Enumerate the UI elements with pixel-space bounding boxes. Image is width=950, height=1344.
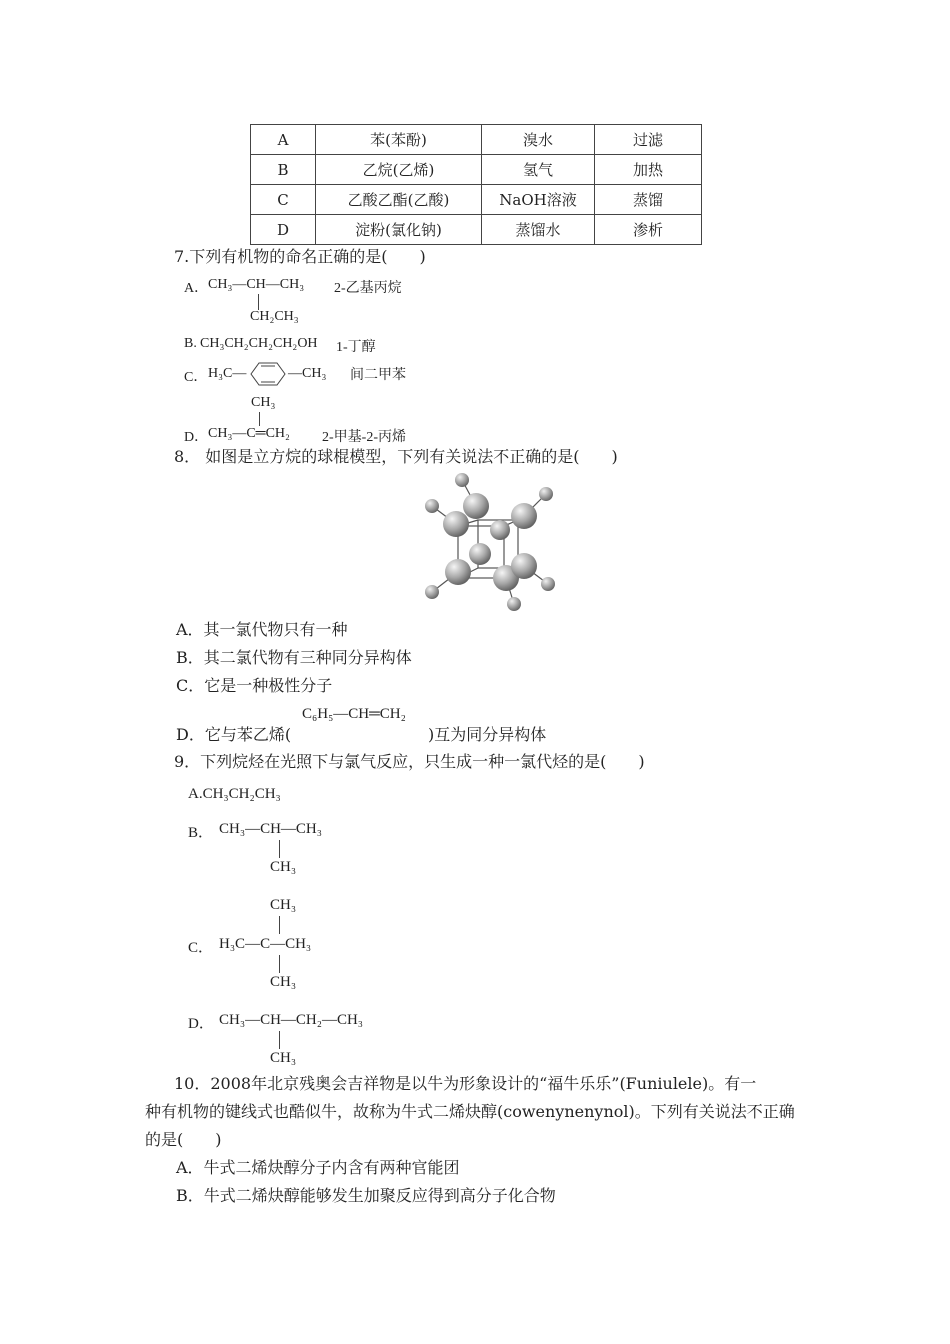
table-cell: 加热 — [595, 155, 702, 185]
q9-option-c-top: CH₃ — [270, 897, 297, 913]
q8-option-c: C．它是一种极性分子 — [176, 676, 333, 695]
q10-option-b: B．牛式二烯炔醇能够发生加聚反应得到高分子化合物 — [176, 1186, 556, 1205]
question-8-stem: 8． 如图是立方烷的球棍模型，下列有关说法不正确的是( ) — [174, 447, 618, 466]
hydrogen-atoms — [425, 473, 555, 611]
question-7-stem: 7.下列有机物的命名正确的是( ) — [174, 247, 426, 266]
table-cell: B — [251, 155, 316, 185]
question-10-line-1: 10．2008年北京残奥会吉祥物是以牛为形象设计的“福牛乐乐”(Funiulele)。有一 — [174, 1074, 757, 1093]
q7-option-d-top: CH₃ — [251, 395, 276, 410]
q7-option-d-main-chain: CH₃—C═CH₂ — [208, 426, 290, 441]
question-10-line-3: 的是( ) — [145, 1130, 222, 1149]
table-cell: D — [251, 215, 316, 245]
q7-option-b-name: 1-丁醇 — [336, 340, 376, 355]
table-cell: 乙酸乙酯(乙酸) — [316, 185, 482, 215]
table-cell: 蒸馏水 — [482, 215, 595, 245]
bond-line — [279, 916, 280, 934]
question-9-stem: 9．下列烷烃在光照下与氯气反应，只生成一种一氯代烃的是( ) — [174, 752, 645, 771]
table-cell: 蒸馏 — [595, 185, 702, 215]
q8-option-a: A．其一氯代物只有一种 — [176, 620, 348, 639]
q7-option-a-name: 2-乙基丙烷 — [334, 281, 402, 296]
q9-option-c-label: C． — [188, 940, 214, 956]
q7-option-b-formula: CH₃CH₂CH₂CH₂OH — [200, 336, 318, 351]
table-cell: 过滤 — [595, 125, 702, 155]
q7-option-d-name: 2-甲基-2-丙烯 — [322, 430, 406, 445]
q8-option-d-formula: C₆H₅—CH═CH₂ — [302, 706, 406, 722]
q8-option-d-suffix: )互为同分异构体 — [428, 725, 547, 744]
q8-option-d-prefix: D．它与苯乙烯( — [176, 725, 292, 744]
q9-option-a: A.CH₃CH₂CH₃ — [188, 786, 281, 802]
q7-option-a-branch: CH₂CH₃ — [250, 309, 299, 324]
carbon-atoms — [443, 493, 537, 591]
q7-option-c-label: C． — [184, 370, 208, 385]
table-row — [251, 155, 702, 185]
q7-option-c-name: 间二甲苯 — [350, 368, 406, 383]
q9-option-c-bottom: CH₃ — [270, 974, 297, 990]
table-cell: 氢气 — [482, 155, 595, 185]
q7-option-b-label: B. — [184, 336, 197, 351]
q9-option-b-branch: CH₃ — [270, 859, 297, 875]
bond-line — [279, 840, 280, 858]
cubane-ball-and-stick-model — [418, 470, 563, 618]
q9-option-d-branch: CH₃ — [270, 1050, 297, 1066]
table-cell: NaOH溶液 — [482, 185, 595, 215]
table-cell: 淀粉(氯化钠) — [316, 215, 482, 245]
q9-option-b-main-chain: CH₃—CH—CH₃ — [219, 821, 322, 837]
table-cell: 渗析 — [595, 215, 702, 245]
table-cell: 苯(苯酚) — [316, 125, 482, 155]
bond-line — [258, 294, 259, 310]
table-row — [251, 185, 702, 215]
q9-option-b-label: B． — [188, 825, 214, 841]
bond-line — [279, 1031, 280, 1049]
q9-option-c-main-chain: H₃C—C—CH₃ — [219, 936, 312, 952]
table-cell: 溴水 — [482, 125, 595, 155]
benzene-ring-icon — [245, 361, 291, 387]
q7-option-c-right: —CH₃ — [288, 366, 327, 381]
question-10-line-2: 种有机物的键线式也酷似牛，故称为牛式二烯炔醇(cowenynenynol)。下列有关说法不正确 — [145, 1102, 795, 1121]
q9-option-d-label: D． — [188, 1016, 214, 1032]
separation-table — [250, 124, 702, 245]
bond-line — [259, 412, 260, 426]
table-cell: C — [251, 185, 316, 215]
bond-line — [279, 955, 280, 973]
table-cell: A — [251, 125, 316, 155]
table-row — [251, 125, 702, 155]
q8-option-b: B．其二氯代物有三种同分异构体 — [176, 648, 412, 667]
q7-option-a-main-chain: CH₃—CH—CH₃ — [208, 277, 305, 292]
table-row — [251, 215, 702, 245]
q7-option-a-label: A． — [184, 281, 209, 296]
q7-option-d-label: D． — [184, 430, 209, 445]
table-cell: 乙烷(乙烯) — [316, 155, 482, 185]
q7-option-c-left: H₃C— — [208, 366, 247, 381]
q9-option-d-main-chain: CH₃—CH—CH₂—CH₃ — [219, 1012, 364, 1028]
q10-option-a: A．牛式二烯炔醇分子内含有两种官能团 — [176, 1158, 460, 1177]
